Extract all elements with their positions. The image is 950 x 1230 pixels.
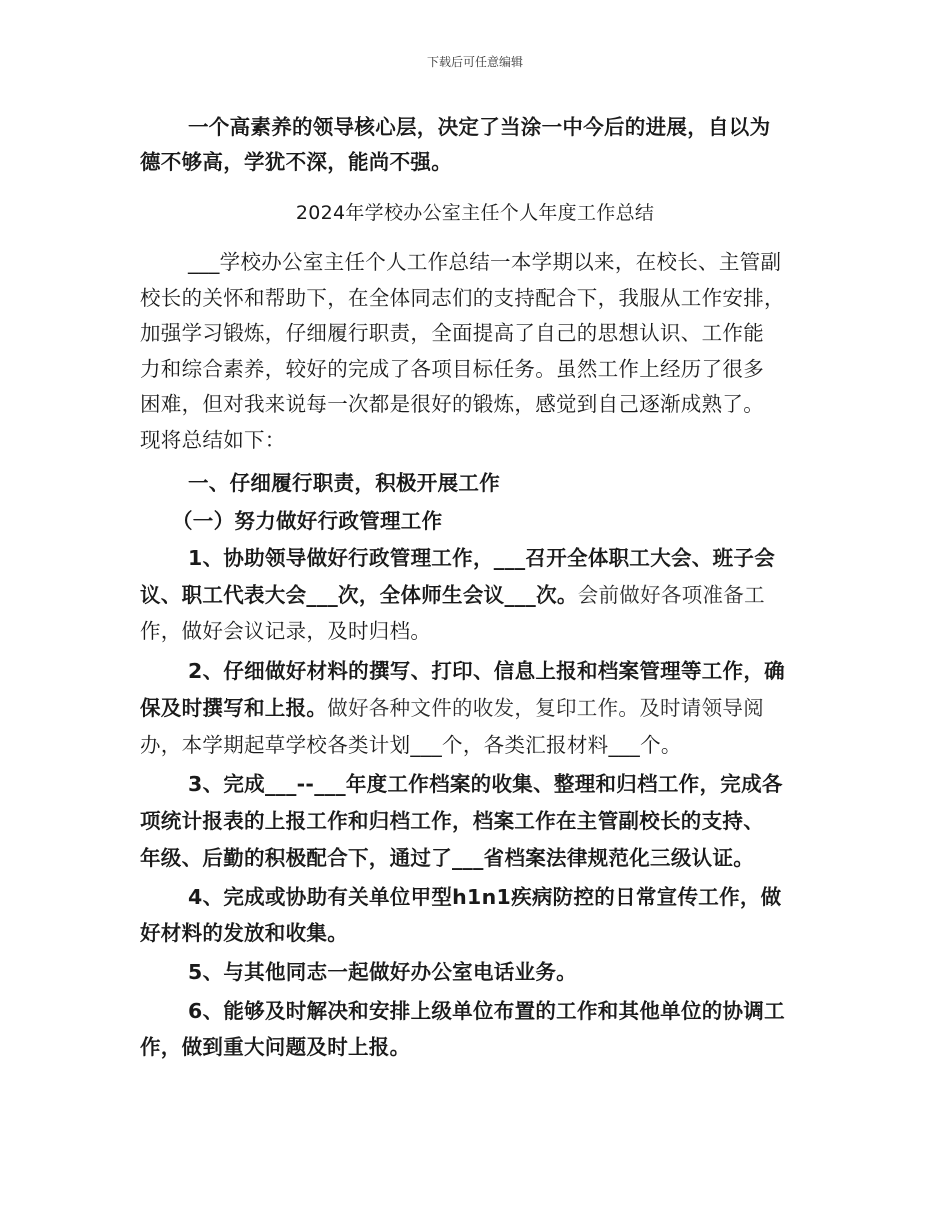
bold-segment: 议、职工代表大会___次，全体师生会议___次。 [140,583,578,607]
section-heading: 一、仔细履行职责，积极开展工作 [188,471,500,495]
body-line: 5、与其他同志一起做好办公室电话业务。 [188,960,577,984]
normal-segment: 会前做好各项准备工 [577,583,765,607]
body-line: 6、能够及时解决和安排上级单位布置的工作和其他单位的协调工 [188,999,785,1023]
body-line: 现将总结如下： [140,428,286,452]
body-line: 1、协助领导做好行政管理工作，___召开全体职工大会、班子会 [188,546,776,570]
subsection-heading: （一）努力做好行政管理工作 [172,509,443,533]
body-line: 3、完成___--___年度工作档案的收集、整理和归档工作，完成各 [188,772,783,796]
page-header: 下载后可任意编辑 [426,55,523,69]
body-line: ___学校办公室主任个人工作总结一本学期以来，在校长、主管副 [188,250,782,274]
body-line [140,580,810,610]
body-line: 德不够高，学犹不深，能尚不强。 [140,150,452,174]
body-line: 4、完成或协助有关单位甲型h1n1疾病防控的日常宣传工作，做 [188,885,782,909]
body-line: 作，做好会议记录，及时归档。 [140,619,432,643]
body-line: 力和综合素养，较好的完成了各项目标任务。虽然工作上经历了很多 [140,357,764,381]
body-line: 一个高素养的领导核心层，决定了当涂一中今后的进展，自以为 [188,115,771,139]
body-line [140,693,810,723]
body-line: 困难，但对我来说每一次都是很好的锻炼，感觉到自己逐渐成熟了。 [140,392,764,416]
body-line: 加强学习锻炼，仔细履行职责，全面提高了自己的思想认识、工作能 [140,321,764,345]
body-line: 项统计报表的上报工作和归档工作，档案工作在主管副校长的支持、 [140,809,764,833]
bold-segment: 保及时撰写和上报。 [140,696,328,720]
body-line: 年级、后勤的积极配合下，通过了___省档案法律规范化三级认证。 [140,846,755,870]
document-title: 2024年学校办公室主任个人年度工作总结 [295,202,655,224]
normal-segment: 做好各种文件的收发，复印工作。及时请领导阅 [327,696,765,720]
body-line: 好材料的发放和收集。 [140,921,348,945]
body-line: 办，本学期起草学校各类计划___个，各类汇报材料___个。 [140,733,682,757]
body-line: 校长的关怀和帮助下，在全体同志们的支持配合下，我服从工作安排， [140,286,785,310]
body-line: 作，做到重大问题及时上报。 [140,1035,411,1059]
body-line: 2、仔细做好材料的撰写、打印、信息上报和档案管理等工作，确 [188,659,785,683]
